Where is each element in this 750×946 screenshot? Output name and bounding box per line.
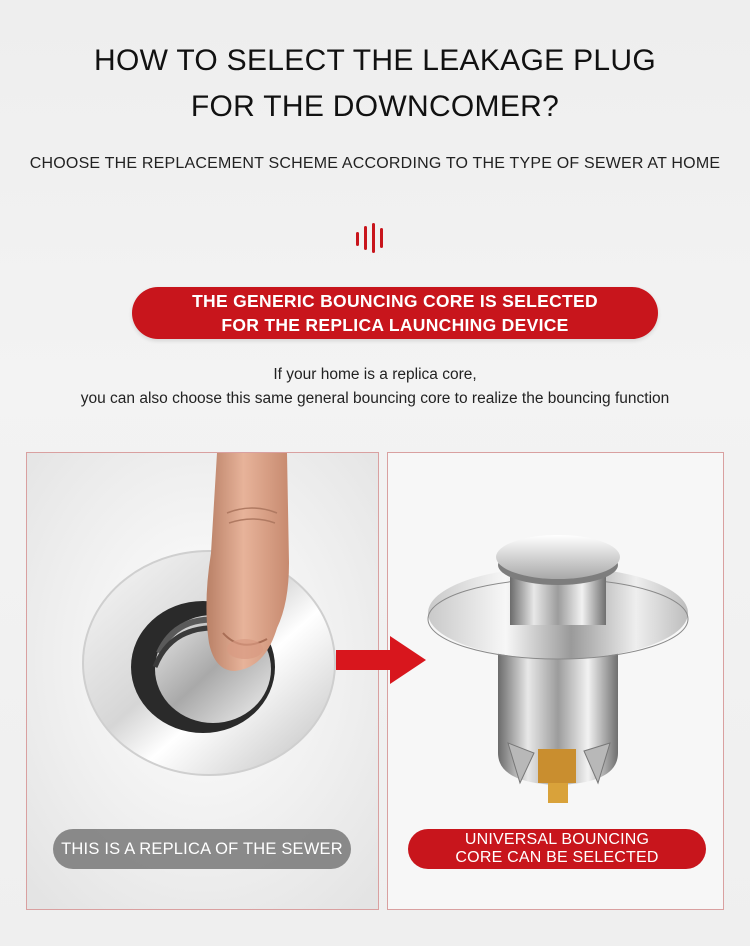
- universal-core-panel: [387, 452, 724, 910]
- right-caption-line1: UNIVERSAL BOUNCING: [464, 831, 650, 848]
- banner-line2: FOR THE REPLICA LAUNCHING DEVICE: [221, 315, 569, 335]
- replica-sewer-caption: THIS IS A REPLICA OF THE SEWER: [53, 829, 351, 869]
- vertical-bars-icon: [355, 223, 389, 253]
- selection-banner: [132, 287, 658, 339]
- page-subtitle: CHOOSE THE REPLACEMENT SCHEME ACCORDING TO THE TYPE OF SEWER AT HOME: [29, 155, 721, 172]
- page-title-line2: FOR THE DOWNCOMER?: [190, 90, 560, 123]
- description-line1: If your home is a replica core,: [273, 366, 477, 383]
- right-arrow-icon: [336, 632, 428, 688]
- universal-core-caption: [408, 829, 706, 869]
- replica-sewer-panel: [26, 452, 379, 910]
- description-line2: you can also choose this same general bouncing core to realize the bouncing function: [80, 390, 670, 407]
- right-caption-line2: CORE CAN BE SELECTED: [455, 849, 659, 866]
- banner-line1: THE GENERIC BOUNCING CORE IS SELECTED: [192, 291, 598, 311]
- page-title-line1: HOW TO SELECT THE LEAKAGE PLUG: [94, 44, 656, 77]
